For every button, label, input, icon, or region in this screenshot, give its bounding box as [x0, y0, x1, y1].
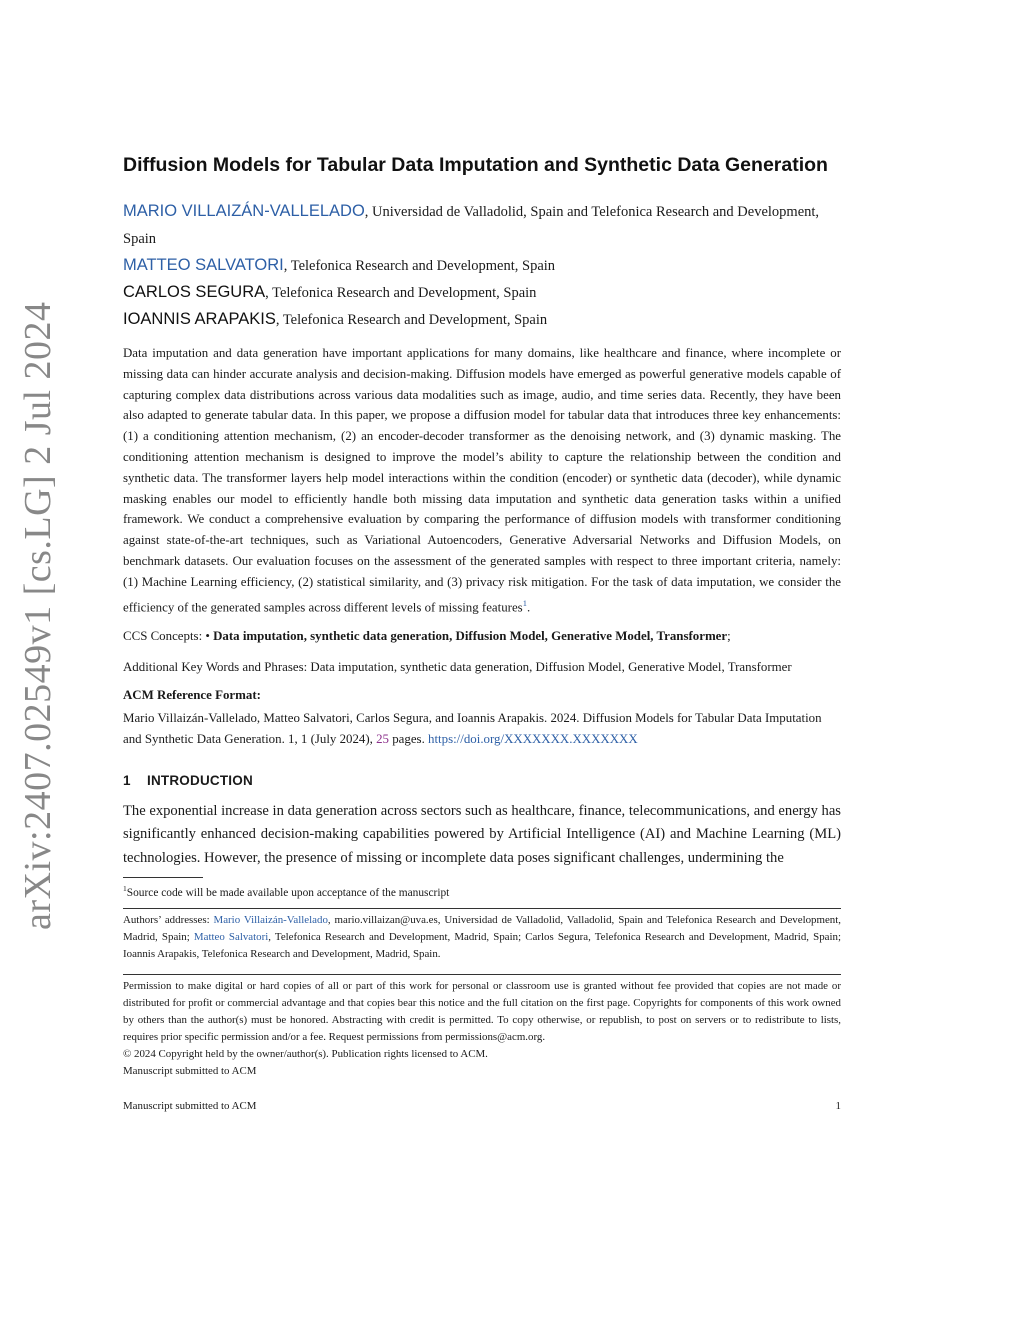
- author-name: CARLOS SEGURA: [123, 283, 266, 301]
- acm-reference-text: Mario Villaizán-Vallelado, Matteo Salvatori, Carlos Segura, and Ioannis Arapakis. 2024. Diffusion Models for Tabular Data Imputation and Synthetic Data Generation. 1, 1 (July 2024),: [123, 711, 822, 746]
- acm-reference-body: [123, 708, 841, 750]
- permission-text: Permission to make digital or hard copies of all or part of this work for personal or classroom use is granted without fee provided that copies are not made or distributed for profit or commercial advantage and that copies bear this notice and the full citation on the first page. Copyrights for components of this work owned by others than the author(s) must be honored. Abstracting with credit is permitted. To copy otherwise, or republish, to post on servers or to redistribute to lists, requires prior specific permission and/or a fee. Request permissions from permissions@acm.org.: [123, 980, 841, 1043]
- doi-link[interactable]: https://doi.org/XXXXXXX.XXXXXXX: [428, 732, 638, 746]
- abstract: [123, 343, 841, 618]
- footnote: [123, 881, 841, 901]
- ccs-concepts-list: Data imputation, synthetic data generation, Diffusion Model, Generative Model, Transformer: [213, 629, 728, 643]
- page-number: 1: [835, 1100, 841, 1112]
- pages-suffix: pages.: [389, 732, 429, 746]
- addresses-prefix: Authors’ addresses:: [123, 914, 214, 926]
- author-name: IOANNIS ARAPAKIS: [123, 310, 276, 328]
- section-heading: [123, 773, 253, 788]
- author-entry: [123, 198, 841, 253]
- abstract-end: .: [526, 599, 531, 614]
- permission-divider: [123, 974, 841, 975]
- copyright-notice: © 2024 Copyright held by the owner/author(s). Publication rights licensed to ACM.: [123, 1048, 488, 1060]
- addresses-text: , Telefonica Research and Development, Madrid, Spain; Carlos Segura, Telefonica Research and Development, Madrid, Spain; Ioannis Arapakis, Telefonica Research and Development, Madrid, Spain.: [123, 931, 841, 960]
- author-name-link[interactable]: MARIO VILLAIZÁN-VALLELADO: [123, 202, 365, 220]
- author-address-link[interactable]: Matteo Salvatori: [193, 931, 269, 943]
- author-affiliation: , Telefonica Research and Development, Spain: [275, 312, 548, 328]
- author-name-link[interactable]: MATTEO SALVATORI: [123, 256, 284, 274]
- footnote-divider: [123, 877, 203, 878]
- author-affiliation: , Telefonica Research and Development, Spain: [283, 258, 556, 274]
- author-affiliation: , Telefonica Research and Development, Spain: [265, 285, 537, 301]
- author-entry: [123, 252, 841, 280]
- page-count-link[interactable]: 25: [376, 732, 389, 746]
- abstract-text: Data imputation and data generation have important applications for many domains, like healthcare and finance, where incomplete or missing data can hinder accurate analysis and decision-making. Diffusion models have emerged as powerful generative models capable of capturing complex data distributions across various data modalities such as image, audio, and time series data. Recently, they have been also adapted to generate tabular data. In this paper, we propose a diffusion model for tabular data that introduces three key enhancements: (1) a conditioning attention mechanism, (2) an encoder-decoder transformer as the denoising network, and (3) dynamic masking. The conditioning attention mechanism is designed to improve the model’s ability to capture the relationship between the condition and synthetic data. The transformer layers help model interactions within the condition (encoder) or synthetic data (decoder), while dynamic masking enables our model to efficiently handle both missing data imputation and synthetic data generation tasks within a unified framework. We conduct a comprehensive evaluation by comparing the performance of diffusion models with transformer conditioning against state-of-the-art techniques, such as Variational Autoencoders, Generative Adversarial Networks and Diffusion Models, on benchmark datasets. Our evaluation focuses on the assessment of the generated samples with respect to three important criteria, namely: (1) Machine Learning efficiency, (2) statistical similarity, and (3) privacy risk mitigation. For the task of data imputation, we consider the efficiency of the generated samples across different levels of missing features: [123, 346, 841, 614]
- author-entry: [123, 279, 841, 307]
- acm-reference-heading: ACM Reference Format:: [123, 688, 261, 702]
- page-footer-left: Manuscript submitted to ACM: [123, 1100, 257, 1112]
- introduction-paragraph: [123, 800, 841, 870]
- submission-note: Manuscript submitted to ACM: [123, 1065, 257, 1077]
- permission-notice: [123, 978, 841, 1046]
- paper-title: Diffusion Models for Tabular Data Imputation and Synthetic Data Generation: [123, 154, 828, 176]
- footnote-marker-link[interactable]: 1: [522, 597, 527, 608]
- authors-addresses: [123, 912, 841, 963]
- ccs-label: CCS Concepts: •: [123, 629, 214, 643]
- intro-text: The exponential increase in data generation across sectors such as healthcare, finance, telecommunications, and energy has significantly enhanced decision-making capabilities powered by Artificial Intelligence (AI) and Machine Learning (ML) technologies. However, the presence of missing or incomplete data poses significant challenges, undermining the: [123, 803, 841, 866]
- section-number: 1: [123, 773, 131, 788]
- addresses-divider: [123, 908, 841, 909]
- ccs-end: ;: [727, 629, 731, 643]
- ccs-concepts: [123, 626, 841, 646]
- addresses-text: , mario.villaizan@uva.es, Universidad de Valladolid, Valladolid, Spain and Telefonica Research and Development, Madrid, Spain;: [123, 914, 841, 943]
- footnote-text: Source code will be made available upon acceptance of the manuscript: [126, 886, 450, 899]
- author-entry: [123, 306, 841, 334]
- author-affiliation: , Universidad de Valladolid, Spain and Telefonica Research and Development, Spain: [123, 204, 820, 247]
- author-address-link[interactable]: Mario Villaizán-Vallelado: [213, 914, 328, 926]
- section-title: INTRODUCTION: [147, 773, 253, 788]
- footnote-mark: 1: [123, 884, 127, 893]
- arxiv-identifier: arXiv:2407.02549v1 [cs.LG] 2 Jul 2024: [17, 301, 59, 930]
- keywords: Additional Key Words and Phrases: Data imputation, synthetic data generation, Diffusion Model, Generative Model, Transformer: [123, 660, 792, 674]
